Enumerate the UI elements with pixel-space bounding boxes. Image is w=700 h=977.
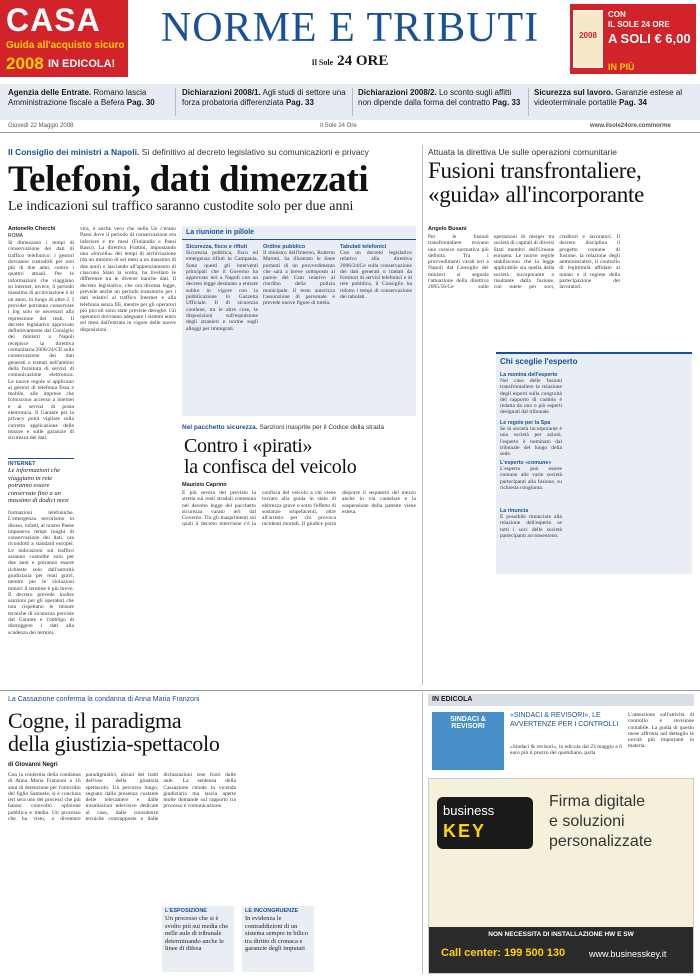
- logo-big: 24 ORE: [337, 53, 389, 69]
- teaser-2-text: Agli studi di settore una forza probatoria differenziata: [182, 88, 346, 107]
- lead-deck: Le indicazioni sul traffico saranno custodite solo per due anni: [8, 199, 354, 214]
- veicolo-body: È più severa del previsto la stretta sui reati stradali contenuta nel decreto legge del pacchetto sicurezza varato ieri dal Governo. Tra gli inasprimenti sui quali il decreto interviene c'è la confisca del veicolo a chi viene trovato alla guida in stato di ebbrezza grave o sotto l'effetto di sostanze stupefacenti, oltre all'arresto per chi provoca incidenti mortali. Il giudice potrà disporre il sequestro del mezzo anche in via cautelare e la sospensione della patente viene estesa.: [182, 490, 416, 528]
- esperto-s1: La nomina dell'esperto: [500, 372, 558, 378]
- ad-line2: e soluzioni: [549, 813, 625, 830]
- fusioni-headline-1[interactable]: Fusioni transfrontaliere,: [428, 158, 642, 183]
- teaser-bar: [0, 84, 700, 120]
- cogne-box2-text: In evidenza le contraddizioni di un sistema sempre in bilico tra diritto di cronaca e garanzie degli imputati: [245, 915, 309, 952]
- promo-casa-edicola: IN EDICOLA!: [48, 58, 116, 70]
- esperto-t1: Nel caso delle fusioni transfrontaliere la relazione degli esperti sulla congruità del rapporto di cambio è redatta da uno o più esperti designati dal tribunale.: [500, 378, 562, 416]
- teaser-4-text: Garanzie estese al videoterminale portatile: [534, 88, 683, 107]
- veicolo-kicker: [182, 424, 416, 431]
- fusioni-headline-2[interactable]: «guida» all'incorporante: [428, 182, 645, 207]
- promo-guide-paper: IL SOLE 24 ORE: [608, 20, 670, 29]
- cogne-byline: di Giovanni Negri: [8, 762, 58, 768]
- fusioni-body: Per le fusioni transfrontaliere trovano una cornice normativa più definita. Tra i provvedimenti varati ieri a Napoli dal Consiglio dei ministri si segnala l'attuazione della direttiva 2005/56/Ce sulle operazioni di merger tra società di capitali di diversi Stati membri dell'Unione europea. Le nuove regole stabiliscono che la legge applicabile sia quella della società incorporante o risultante dalla fusione, con tutele per soci, creditori e lavoratori. Il decreto disciplina il progetto comune di fusione, la relazione degli amministratori, il controllo di legittimità affidato al notaio e il regime della partecipazione dei lavoratori.: [428, 234, 620, 291]
- promo-casa-title: CASA: [6, 2, 101, 38]
- esperto-t2: Se la società incorporante è una società per azioni, l'esperto è nominato dal tribunale del luogo della sede.: [500, 426, 562, 458]
- teaser-3-bold: Dichiarazioni 2008/2.: [358, 88, 437, 97]
- ad-line1: Firma digitale: [549, 793, 646, 810]
- logo-small: Il Sole: [311, 58, 334, 67]
- teaser-1-page: Pag. 30: [126, 98, 155, 107]
- veicolo-kicker-text: Sanzioni inasprite per il Codice della strada: [259, 424, 384, 431]
- teaser-2-page: Pag. 33: [285, 98, 314, 107]
- lead-kicker-text: Sì definitivo al decreto legislativo su comunicazioni e privacy: [141, 147, 369, 157]
- cogne-box2-title: LE INCONGRUENZE: [245, 908, 299, 914]
- pillole-col2-title: Ordine pubblico: [263, 244, 306, 250]
- esperto-s4: La rinuncia: [500, 508, 529, 514]
- teaser-3-page: Pag. 33: [492, 98, 521, 107]
- promo-guide-price: A SOLI € 6,00: [608, 31, 691, 46]
- pillole-box: [182, 226, 416, 416]
- esperto-s3: L'esperto «comune»: [500, 460, 552, 466]
- promo-casa-year: 2008: [6, 54, 44, 73]
- lead-body-3: vira, è anche vero che nella Ue c'erano Paesi dove il periodo di conservazione era inferiore e tre mesi (Finlandia e Paesi Bassi). La direttiva Frattini, impostando una «forcella» dei tempi di archiviazione (da un minimo di sei mesi a un massimo di due anni) e lasciando all'apprezzamento di ciascuno Stato la scelta, ha livellato le differenze tra le diverse banche dati. Il decreto legislativo, che ora diventa legge, prevede anche un periodo transitorio per i dati relativi al traffico Internet e alla telefonia senza fili, mentre per gli operatori più piccoli sono state previste deroghe. Gli operatori dovranno adeguare i sistemi entro sei mesi dall'entrata in vigore delle nuove disposizioni.: [80, 226, 176, 333]
- pillole-col3-title: Tabulati telefonici: [340, 244, 387, 250]
- veicolo-headline-1[interactable]: Contro i «pirati»: [184, 435, 313, 457]
- dateline-url[interactable]: www.ilsole24ore.com/norme: [590, 123, 671, 129]
- promo-casa[interactable]: [0, 0, 128, 77]
- ad-phone[interactable]: Call center: 199 500 130: [441, 947, 566, 959]
- cogne-box-2: [242, 906, 314, 972]
- section-title: NORME E TRIBUTI: [160, 5, 540, 51]
- cogne-headline-2[interactable]: della giustizia-spettacolo: [8, 731, 220, 756]
- ad-line3: personalizzate: [549, 833, 653, 850]
- magazine-headline[interactable]: «SINDACI & REVISORI», LE AVVERTENZE PER I CONTROLLI: [510, 712, 619, 728]
- pillole-col1-title: Sicurezza, fisco e rifiuti: [186, 244, 248, 250]
- sidebar-internet-title: INTERNET: [8, 461, 36, 467]
- esperto-box-title: Chi sceglie l'esperto: [500, 357, 578, 366]
- cogne-body: Con la conferma della condanna di Anna Maria Franzoni a 16 anni di detenzione per l'omicidio del figlio Samuele, si è conclusa ieri sera uno dei processi che più hanno coinvolto opinione pubblica e media. Un processo che ha visto, a diventare paradigmatici, alcuni dei tratti dell'uso della giustizia spettacolo. Un percorso lungo, segnato dalla presenza costante delle telecamere e dalle trasmissioni televisive dedicate al caso, dalle consulenze tecniche contrapposte e dalle dichiarazioni rese fuori dalle aule. La sentenza della Cassazione chiude la vicenda giudiziaria ma lascia aperte molte domande sul rapporto tra processo e comunicazione.: [8, 772, 236, 823]
- lead-kicker-bold: Il Consiglio dei ministri a Napoli.: [8, 147, 140, 157]
- sidebar-internet: [8, 458, 74, 506]
- cogne-box-1: [162, 906, 234, 972]
- magazine-cover[interactable]: [432, 712, 504, 770]
- lead-body-2: formazioni telefoniche. L'emergenza terrorismo in disuso, infatti, al nostro Paese imponeva tempi lunghi di conservazione dei dati, ora ricondotti a standard europei. Le indicazioni sul traffico saranno custodite solo per due anni e potranno essere richieste solo dall'autorità giudiziaria per reati gravi, mentre per le violazioni minori il termine è più breve. Il decreto prevede inoltre sanzioni per gli operatori che non rispettano le misure tecniche di sicurezza previste dal Garante e l'obbligo di distruggere i dati alla scadenza dei termini.: [8, 510, 74, 636]
- sidebar-internet-text: Le informazioni che viaggiano in rete potranno essere conservate fino a un massimo di dodici mesi: [8, 467, 69, 504]
- dateline-center: Il Sole 24 Ore: [320, 123, 357, 129]
- esperto-box: [496, 352, 692, 574]
- teaser-1[interactable]: [8, 88, 168, 108]
- in-edicola-header: [428, 694, 694, 706]
- ad-footer-bar: [429, 927, 693, 973]
- teaser-3-text: Lo sconto sugli affitti non dipende dalla forma del contratto: [358, 88, 512, 107]
- ad-brand-key: KEY: [443, 821, 487, 841]
- teaser-1-text: Romano lascia Amministrazione fiscale a Befera: [8, 88, 147, 107]
- lead-kicker: [8, 147, 369, 157]
- promo-guide-inpiu: IN PIÙ: [608, 62, 635, 72]
- cogne-box1-text: Un processo che si è svolto più sui media che nelle aule di tribunale determinando anche le linee di difesa: [165, 915, 229, 952]
- ad-businesskey[interactable]: [428, 778, 694, 974]
- veicolo-byline: Maurizio Caprino: [182, 482, 227, 488]
- cogne-headline-1[interactable]: Cogne, il paradigma: [8, 708, 182, 733]
- dateline-date: Giovedì 22 Maggio 2008: [8, 123, 74, 129]
- magazine-text: «Sindaci & revisori», in edicola dal 23 maggio a 6 euro più il prezzo del quotidiano, parla: [510, 744, 622, 757]
- promo-guide-badge: 2008: [579, 31, 597, 40]
- cogne-box1-title: L'ESPOSIZIONE: [165, 908, 207, 914]
- veicolo-headline-2[interactable]: la confisca del veicolo: [184, 456, 357, 478]
- fusioni-byline: Angelo Busani: [428, 226, 467, 232]
- promo-guide-cover: [573, 10, 603, 68]
- teaser-4-page: Pag. 34: [618, 98, 647, 107]
- ad-logo-block: [437, 797, 533, 849]
- fusioni-kicker: Attuata la direttiva Ue sulle operazioni comunitarie: [428, 147, 617, 157]
- lead-place: ROMA: [8, 233, 23, 239]
- lead-headline[interactable]: Telefoni, dati dimezzati: [8, 159, 369, 200]
- promo-guide-con: CON: [608, 10, 626, 19]
- pillole-col3-text: Con un decreto legislativo relativo alla direttiva 2006/24/Ce sulla conservazione dei dati generati o trattati da fornitori di servizi telefonici e di rete pubblica, il Consiglio ha ridotto i tempi di conservazione dei tabulati.: [340, 250, 412, 301]
- teaser-1-bold: Agenzia delle Entrate.: [8, 88, 92, 97]
- pillole-title: La riunione in pillole: [186, 229, 255, 236]
- promo-casa-subtitle: Guida all'acquisto sicuro: [6, 40, 125, 51]
- pillole-col2-text: Il ministro dell'Interno, Roberto Maroni, ha illustrato le linee portanti di un provvedimento che sarà a breve sottoposto al parere del Csm relativo al riordino della polizia municipale. Il testo autorizza l'assunzione di personale e prevede nuove figure di tutela.: [263, 250, 335, 307]
- magazine-logo: SINDACI & REVISORI: [450, 716, 486, 730]
- in-edicola-title: IN EDICOLA: [432, 696, 473, 703]
- lead-byline: Antonello Cherchi: [8, 226, 56, 232]
- ad-brand: business: [443, 803, 495, 818]
- esperto-t4: È possibile rinunciare alla relazione dell'esperto se tutti i soci delle società partecipanti acconsentono.: [500, 514, 562, 539]
- teaser-4-bold: Sicurezza sul lavoro.: [534, 88, 614, 97]
- pillole-col1-text: Sicurezza pubblica, fisco ed emergenza rifiuti in Campania. Sono questi gli interventi principali che il Governo ha approvato ieri a Napoli con un decreto legge destinato a entrare subito in vigore con la pubblicazione in Gazzetta Ufficiale. Il dl sicurezza contiene, tra le altre cose, le disposizioni sull'espulsione degli stranieri e norme sugli alloggi per immigrati.: [186, 250, 258, 332]
- esperto-s2: Le regole per la Spa: [500, 420, 551, 426]
- ad-footer: NON NECESSITA DI INSTALLAZIONE HW E SW: [488, 931, 634, 938]
- esperto-t3: L'esperto può essere comune alle varie società partecipanti alla fusione, su richiesta congiunta.: [500, 466, 562, 491]
- ad-url[interactable]: www.businesskey.it: [589, 949, 667, 959]
- cogne-kicker: La Cassazione conferma la condanna di Anna Maria Franzoni: [8, 696, 200, 703]
- lead-body: Si dimezzano i tempi di conservazione dei dati di traffico telefonico: i gestori dovranno custodirli per non più di due anni, contro i quattro attuali. Per le informazioni che viaggiano su internet, invece, il periodo massimo di archiviazione è di un anno, in luogo di oltre 2. I provider potranno conservare i log solo se necessari alla repressione dei reati. Il decreto legislativo approvato definitivamente dal Consiglio dei ministri a Napoli recepisce la direttiva comunitaria 2006/24/CE sulla conservazione dei dati generati o trattati nell'ambito della fornitura di servizi di comunicazione elettronica. Le nuove regole si applicano ai gestori di telefonia fissa e mobile, alle imprese che forniscono accesso a internet e ai servizi di posta elettronica. Il Garante per la privacy potrà vigilare sulla corretta applicazione delle misure e sulle garanzie di sicurezza dei dati.: [8, 240, 74, 442]
- magazine-right-text: L'attenzione sull'attività di controllo e revisione contabile. La guida di questo mese affronta nel dettaglio le novità più importanti in materia.: [628, 712, 694, 750]
- teaser-2-bold: Dichiarazioni 2008/1.: [182, 88, 261, 97]
- teaser-4[interactable]: [534, 88, 694, 108]
- veicolo-kicker-bold: Nel pacchetto sicurezza.: [182, 424, 258, 431]
- teaser-2[interactable]: [182, 88, 347, 108]
- teaser-3[interactable]: [358, 88, 523, 108]
- newspaper-logo: [295, 52, 405, 70]
- promo-guide[interactable]: [568, 2, 698, 76]
